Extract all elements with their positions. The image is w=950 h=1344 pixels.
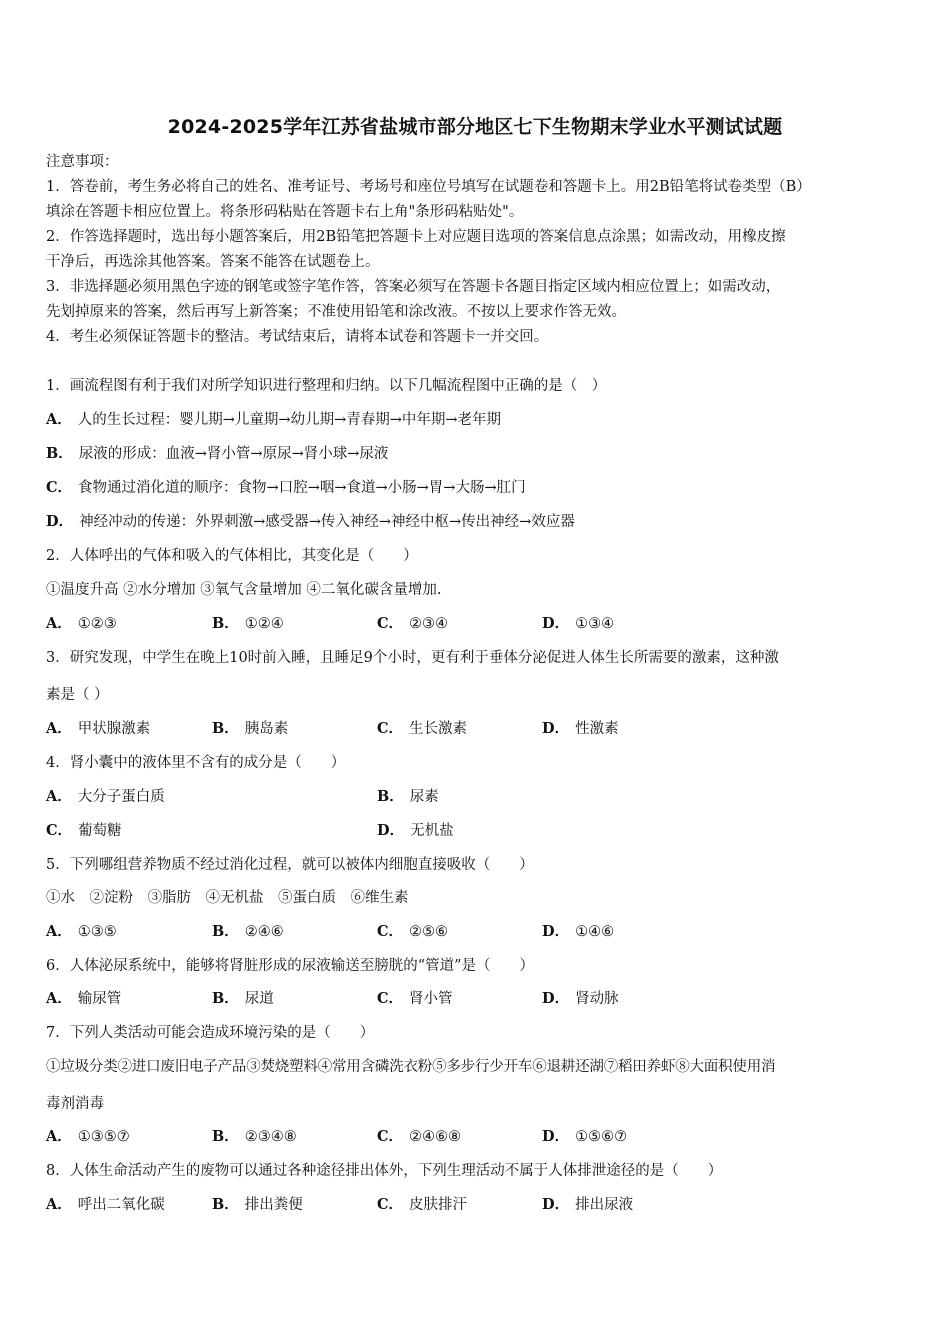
option-label: C．	[377, 1196, 404, 1213]
option-text: 尿素	[409, 789, 439, 805]
question-6-option-d[interactable]	[542, 989, 619, 1009]
question-8-option-d[interactable]	[542, 1195, 633, 1215]
option-label: B．	[212, 1128, 239, 1145]
option-text: ①③⑤	[77, 924, 117, 940]
option-label: A．	[46, 990, 72, 1007]
option-text: 胰岛素	[244, 721, 289, 737]
question-5-option-c[interactable]	[377, 922, 448, 942]
option-text: 大分子蛋白质	[77, 789, 165, 805]
question-8-option-a[interactable]	[46, 1195, 165, 1215]
question-7-items-continued: 毒剂消毒	[46, 1096, 104, 1112]
option-label: D．	[542, 720, 570, 737]
notice-line: 填涂在答题卡相应位置上。将条形码粘贴在答题卡右上角"条形码粘贴处"。	[46, 204, 524, 220]
option-label: C．	[377, 923, 404, 940]
option-label: D．	[542, 923, 570, 940]
question-1-stem: 1．画流程图有利于我们对所学知识进行整理和归纳。以下几幅流程图中正确的是（ ）	[46, 378, 607, 394]
notice-line: 先划掉原来的答案，然后再写上新答案；不准使用铅笔和涂改液。不按以上要求作答无效。	[46, 304, 626, 320]
page-title: 2024-2025学年江苏省盐城市部分地区七下生物期末学业水平测试试题	[167, 116, 783, 138]
option-text: ①③⑤⑦	[77, 1129, 130, 1145]
option-text: 肾小管	[409, 991, 453, 1007]
question-8-option-c[interactable]	[377, 1195, 467, 1215]
question-2-option-d[interactable]	[542, 614, 614, 634]
question-1-option-a[interactable]	[46, 410, 501, 430]
question-5-option-a[interactable]	[46, 922, 117, 942]
question-5-stem: 5．下列哪组营养物质不经过消化过程，就可以被体内细胞直接吸收（ ）	[46, 857, 534, 873]
option-label: C．	[377, 1128, 404, 1145]
question-6-stem: 6．人体泌尿系统中，能够将肾脏形成的尿液输送至膀胱的“管道”是（ ）	[46, 958, 535, 974]
question-6-option-a[interactable]	[46, 989, 121, 1009]
option-text: 输尿管	[77, 991, 122, 1007]
option-label: C．	[46, 479, 73, 496]
option-text: 生长激素	[409, 721, 468, 737]
option-text: 甲状腺激素	[77, 721, 151, 737]
question-8-stem: 8．人体生命活动产生的废物可以通过各种途径排出体外，下列生理活动不属于人体排泄途径的是（ ）	[46, 1163, 723, 1179]
notice-heading: 注意事项：	[46, 154, 119, 170]
option-label: B．	[46, 445, 73, 462]
option-text: 排出尿液	[575, 1197, 634, 1213]
option-label: A．	[46, 923, 72, 940]
question-1-option-d[interactable]	[46, 512, 575, 532]
notice-line: 2．作答选择题时，选出每小题答案后，用2B铅笔把答题卡上对应题目选项的答案信息点涂黑；如需改动，用橡皮擦	[46, 229, 786, 245]
question-3-option-b[interactable]	[212, 719, 288, 739]
option-label: D．	[46, 513, 74, 530]
option-label: B．	[377, 788, 404, 805]
question-3-stem: 3．研究发现，中学生在晚上10时前入睡，且睡足9个小时，更有利于垂体分泌促进人体生长所需要的激素，这种激	[46, 650, 779, 666]
option-text: ②⑤⑥	[409, 924, 449, 940]
question-2-option-b[interactable]	[212, 614, 284, 634]
option-text: 排出粪便	[244, 1197, 303, 1213]
option-text: 尿液的形成：血液→肾小管→原尿→肾小球→尿液	[78, 446, 389, 462]
option-text: ②④⑥⑧	[409, 1129, 462, 1145]
option-text: 食物通过消化道的顺序：食物→口腔→咽→食道→小肠→胃→大肠→肛门	[78, 480, 526, 496]
question-7-option-d[interactable]	[542, 1127, 627, 1147]
question-8-option-b[interactable]	[212, 1195, 303, 1215]
question-7-option-b[interactable]	[212, 1127, 297, 1147]
option-label: D．	[542, 615, 570, 632]
option-label: A．	[46, 788, 72, 805]
option-label: B．	[212, 1196, 239, 1213]
option-text: ①②③	[77, 616, 117, 632]
question-3-stem-continued: 素是（ ）	[46, 687, 109, 703]
question-1-option-b[interactable]	[46, 444, 388, 464]
question-6-option-b[interactable]	[212, 989, 274, 1009]
option-text: 葡萄糖	[78, 823, 122, 839]
question-2-option-c[interactable]	[377, 614, 448, 634]
question-2-items: ①温度升高 ②水分增加 ③氧气含量增加 ④二氧化碳含量增加.	[46, 582, 442, 598]
option-label: B．	[212, 615, 239, 632]
question-7-option-a[interactable]	[46, 1127, 130, 1147]
option-label: A．	[46, 1196, 72, 1213]
question-6-option-c[interactable]	[377, 989, 453, 1009]
option-text: ②③④	[409, 616, 449, 632]
question-4-option-d[interactable]	[377, 821, 454, 841]
question-5-items: ①水 ②淀粉 ③脂肪 ④无机盐 ⑤蛋白质 ⑥维生素	[46, 890, 409, 906]
question-5-option-d[interactable]	[542, 922, 614, 942]
option-label: A．	[46, 720, 72, 737]
question-4-stem: 4．肾小囊中的液体里不含有的成分是（ ）	[46, 755, 346, 771]
option-label: B．	[212, 720, 239, 737]
option-text: 尿道	[244, 991, 274, 1007]
option-label: C．	[377, 990, 404, 1007]
question-3-option-a[interactable]	[46, 719, 150, 739]
option-label: A．	[46, 411, 72, 428]
option-text: 人的生长过程：婴儿期→儿童期→幼儿期→青春期→中年期→老年期	[77, 412, 502, 428]
question-5-option-b[interactable]	[212, 922, 284, 942]
option-label: B．	[212, 990, 239, 1007]
notice-line: 干净后，再选涂其他答案。答案不能答在试题卷上。	[46, 254, 380, 270]
option-label: A．	[46, 615, 72, 632]
question-7-items: ①垃圾分类②进口废旧电子产品③焚烧塑料④常用含磷洗衣粉⑤多步行少开车⑥退耕还湖⑦稻田养虾⑧大面积使用消	[46, 1059, 776, 1075]
option-text: ①②④	[244, 616, 284, 632]
option-text: 皮肤排汗	[409, 1197, 468, 1213]
question-1-option-c[interactable]	[46, 478, 526, 498]
question-3-option-c[interactable]	[377, 719, 467, 739]
option-label: D．	[377, 822, 405, 839]
question-3-option-d[interactable]	[542, 719, 619, 739]
notice-line: 4．考生必须保证答题卡的整洁。考试结束后，请将本试卷和答题卡一并交回。	[46, 329, 549, 345]
option-text: 呼出二氧化碳	[77, 1197, 165, 1213]
question-4-option-c[interactable]	[46, 821, 122, 841]
option-label: C．	[377, 720, 404, 737]
question-2-option-a[interactable]	[46, 614, 117, 634]
notice-line: 3．非选择题必须用黑色字迹的钢笔或签字笔作答，答案必须写在答题卡各题目指定区域内相应位置上；如需改动，	[46, 279, 781, 295]
option-label: D．	[542, 1196, 570, 1213]
option-label: C．	[377, 615, 404, 632]
option-text: ②④⑥	[244, 924, 284, 940]
option-text: ①④⑥	[575, 924, 615, 940]
question-2-stem: 2．人体呼出的气体和吸入的气体相比，其变化是（ ）	[46, 548, 418, 564]
question-7-option-c[interactable]	[377, 1127, 461, 1147]
question-4-option-a[interactable]	[46, 787, 165, 807]
option-label: C．	[46, 822, 73, 839]
notice-line: 1．答卷前，考生务必将自己的姓名、准考证号、考场号和座位号填写在试题卷和答题卡上。用2B铅笔将试卷类型（B）	[46, 179, 811, 195]
option-label: B．	[212, 923, 239, 940]
option-label: D．	[542, 1128, 570, 1145]
option-text: ①⑤⑥⑦	[575, 1129, 628, 1145]
question-7-stem: 7．下列人类活动可能会造成环境污染的是（ ）	[46, 1025, 375, 1041]
option-text: ②③④⑧	[244, 1129, 297, 1145]
option-text: ①③④	[575, 616, 615, 632]
option-text: 肾动脉	[575, 991, 619, 1007]
option-text: 性激素	[575, 721, 619, 737]
option-text: 神经冲动的传递：外界刺激→感受器→传入神经→神经中枢→传出神经→效应器	[79, 514, 575, 530]
option-label: A．	[46, 1128, 72, 1145]
question-4-option-b[interactable]	[377, 787, 439, 807]
option-label: D．	[542, 990, 570, 1007]
option-text: 无机盐	[410, 823, 454, 839]
